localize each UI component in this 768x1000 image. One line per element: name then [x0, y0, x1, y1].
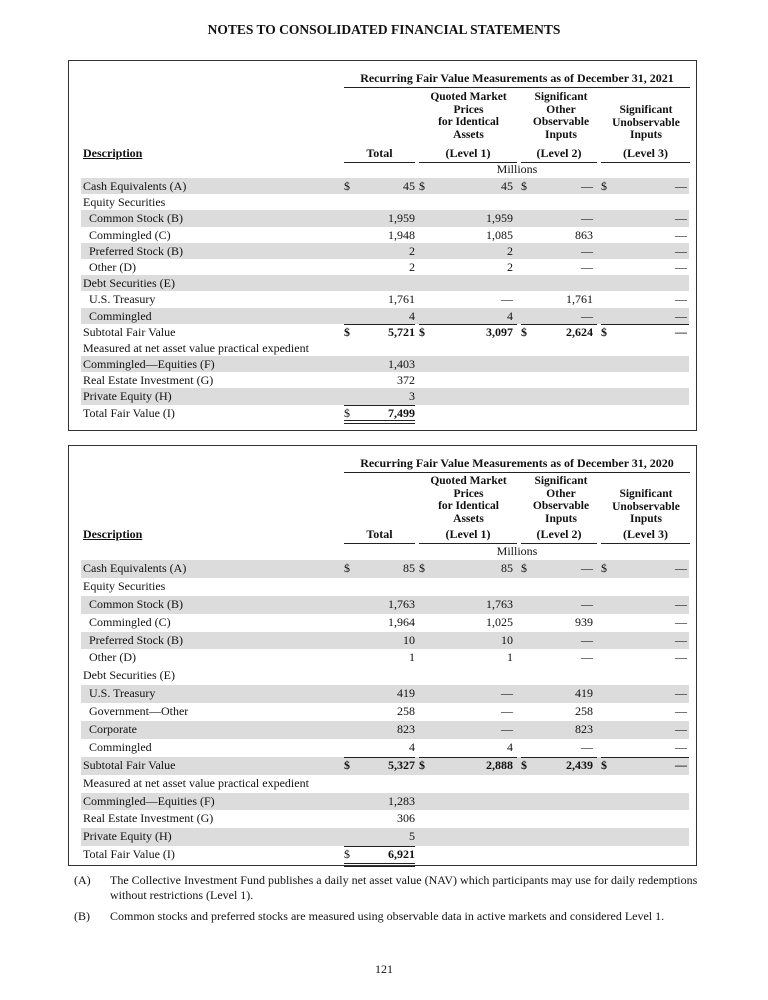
dollar-sign: $ — [521, 179, 527, 193]
row-label: Commingled (C) — [89, 227, 171, 242]
table-row — [81, 340, 689, 356]
cell-l1: 4 — [507, 308, 513, 323]
cell-l1: 1,959 — [486, 211, 513, 226]
total-header: Total — [344, 527, 415, 544]
subtotal-rule — [344, 757, 415, 758]
cell-total: 5 — [409, 829, 415, 844]
cell-l3: — — [675, 259, 687, 274]
cell-l3: — — [675, 722, 687, 737]
cell-l3: — — [675, 596, 687, 611]
dollar-sign: $ — [344, 847, 350, 862]
row-label: Real Estate Investment (G) — [83, 811, 214, 826]
cell-l3: — — [675, 614, 687, 629]
cell-total: 1 — [409, 650, 415, 665]
cell-total: 3 — [409, 389, 415, 404]
row-label: Preferred Stock (B) — [89, 243, 183, 258]
footnote-tag: (B) — [74, 909, 90, 923]
header-line: Observable — [532, 116, 590, 128]
cell-l1: 10 — [501, 632, 513, 647]
table-row — [81, 291, 689, 307]
row-label: Government—Other — [89, 704, 189, 719]
page-number: 121 — [375, 962, 393, 976]
cell-l3: — — [675, 227, 687, 242]
dollar-sign: $ — [521, 561, 527, 575]
header-line: Inputs — [545, 128, 577, 141]
table-row — [81, 775, 689, 793]
dollar-sign: $ — [344, 561, 350, 575]
cell-total: 10 — [403, 632, 415, 647]
level3-header — [601, 104, 691, 142]
dollar-sign: $ — [419, 324, 425, 339]
row-label: Other (D) — [89, 650, 136, 665]
cell-total: 1,283 — [388, 793, 415, 808]
row-label: Debt Securities (E) — [83, 668, 175, 683]
dollar-sign: $ — [419, 179, 425, 193]
table-row — [81, 739, 689, 757]
footnote-text: The Collective Investment Fund publishes a daily net asset value (NAV) which participants may use for daily redemptions without restrictions (Level 1). — [110, 873, 698, 902]
row-label: Cash Equivalents (A) — [83, 561, 187, 575]
cell-l2: — — [581, 259, 593, 274]
row-label: Private Equity (H) — [83, 829, 172, 844]
cell-total: 306 — [397, 811, 415, 826]
cell-l2: — — [581, 739, 593, 754]
cell-l2: — — [581, 211, 593, 226]
dollar-sign: $ — [419, 561, 425, 575]
footnote-text: Common stocks and preferred stocks are measured using observable data in active markets and considered Level 1. — [110, 909, 665, 923]
level3-label: (Level 3) — [601, 527, 690, 544]
row-label: Commingled — [89, 739, 152, 754]
cell-l1: 2 — [507, 259, 513, 274]
cell-l2: — — [581, 561, 593, 575]
header-line: Inputs — [630, 513, 662, 525]
cell-total: 1,948 — [388, 227, 415, 242]
cell-l1: 1 — [507, 650, 513, 665]
dollar-sign: $ — [419, 757, 425, 772]
cell-total: 1,761 — [388, 292, 415, 307]
table-row — [81, 227, 689, 243]
dollar-sign: $ — [601, 179, 607, 193]
header-line: Quoted Market — [430, 91, 507, 103]
table-title: Recurring Fair Value Measurements as of December 31, 2021 — [344, 71, 690, 88]
level1-label: (Level 1) — [419, 527, 517, 544]
level1-header — [416, 91, 521, 141]
cell-l2: 258 — [575, 704, 593, 719]
cell-l3: — — [675, 211, 687, 226]
table-row — [81, 308, 689, 324]
cell-l2: 863 — [575, 227, 593, 242]
cell-total: 1,763 — [388, 596, 415, 611]
table-row — [81, 560, 689, 578]
fair-value-table-2020 — [68, 445, 697, 866]
table-row — [81, 596, 689, 614]
cell-l2: 2,624 — [566, 324, 593, 339]
row-label: Other (D) — [89, 259, 136, 274]
cell-total: 372 — [397, 373, 415, 388]
dollar-sign: $ — [344, 179, 350, 193]
cell-l3: — — [675, 686, 687, 701]
row-label: Commingled—Equities (F) — [83, 357, 215, 372]
cell-l2: — — [581, 632, 593, 647]
cell-total: 5,721 — [388, 324, 415, 339]
table-row — [81, 243, 689, 259]
cell-total: 45 — [403, 179, 415, 193]
cell-l1: — — [501, 722, 513, 737]
units-label: Millions — [496, 162, 538, 176]
row-label: Total Fair Value (I) — [83, 847, 175, 862]
row-label: Measured at net asset value practical expedient — [83, 340, 309, 355]
row-label: Commingled (C) — [89, 614, 171, 629]
dollar-sign: $ — [344, 405, 350, 420]
cell-total: 85 — [403, 561, 415, 575]
total-top-rule — [344, 405, 415, 406]
level2-header — [521, 475, 601, 525]
cell-total: 2 — [409, 259, 415, 274]
header-line: for Identical — [438, 500, 499, 512]
total-top-rule — [344, 846, 415, 847]
cell-l3: — — [675, 632, 687, 647]
table-row — [81, 210, 689, 226]
cell-total: 419 — [397, 686, 415, 701]
table-row — [81, 275, 689, 291]
table-row — [81, 388, 689, 404]
cell-total: 823 — [397, 722, 415, 737]
cell-total: 4 — [409, 308, 415, 323]
footnotes — [74, 873, 714, 930]
cell-l2: 2,439 — [566, 757, 593, 772]
level3-header — [601, 488, 691, 526]
page-title: NOTES TO CONSOLIDATED FINANCIAL STATEMENTS — [207, 22, 561, 37]
cell-l1: 2 — [507, 243, 513, 258]
row-label: Measured at net asset value practical expedient — [83, 775, 309, 790]
cell-l1: — — [501, 704, 513, 719]
cell-l3: — — [675, 757, 687, 772]
description-header: Description — [83, 527, 143, 541]
row-label: Preferred Stock (B) — [89, 632, 183, 647]
cell-l2: — — [581, 243, 593, 258]
row-label: Corporate — [89, 722, 137, 737]
header-line: Other — [546, 103, 576, 116]
table-row — [81, 721, 689, 739]
header-line: Significant — [619, 104, 673, 116]
header-line: Inputs — [630, 129, 662, 141]
header-line: Prices — [453, 487, 484, 500]
cell-total: 1,403 — [388, 357, 415, 372]
header-line: Observable — [532, 500, 590, 512]
row-label: U.S. Treasury — [89, 292, 156, 307]
level1-label: (Level 1) — [419, 146, 517, 163]
subtotal-rule — [344, 324, 415, 325]
table-row — [81, 178, 689, 194]
row-label: Total Fair Value (I) — [83, 405, 175, 420]
row-label: Commingled—Equities (F) — [83, 793, 215, 808]
table-row — [81, 667, 689, 685]
table-row — [81, 194, 689, 210]
cell-l1: 85 — [501, 561, 513, 575]
table-row — [81, 259, 689, 275]
table-row — [81, 685, 689, 703]
level3-label: (Level 3) — [601, 146, 690, 163]
cell-total: 5,327 — [388, 757, 415, 772]
cell-total: 7,499 — [388, 405, 415, 420]
subtotal-rule — [419, 757, 517, 758]
cell-l2: — — [581, 308, 593, 323]
cell-l2: 419 — [575, 686, 593, 701]
table-row — [81, 757, 689, 775]
cell-l3: — — [675, 739, 687, 754]
cell-l2: 823 — [575, 722, 593, 737]
cell-l2: — — [581, 179, 593, 193]
table-row — [81, 614, 689, 632]
row-label: Debt Securities (E) — [83, 276, 175, 291]
level2-header — [521, 91, 601, 141]
cell-l3: — — [675, 308, 687, 323]
header-line: Quoted Market — [430, 475, 507, 487]
cell-l2: — — [581, 650, 593, 665]
header-line: Significant — [619, 488, 673, 500]
row-label: Equity Securities — [83, 195, 166, 210]
dollar-sign: $ — [601, 324, 607, 339]
cell-l1: 1,025 — [486, 614, 513, 629]
table-row — [81, 810, 689, 828]
row-label: Common Stock (B) — [89, 211, 184, 226]
header-line: Significant — [534, 475, 588, 487]
cell-l1: — — [501, 292, 513, 307]
table-row — [81, 846, 689, 864]
cell-total: 1,959 — [388, 211, 415, 226]
dollar-sign: $ — [521, 757, 527, 772]
header-line: Inputs — [545, 512, 577, 525]
table-row — [81, 578, 689, 596]
table-row — [81, 324, 689, 340]
row-label: U.S. Treasury — [89, 686, 156, 701]
cell-l3: — — [675, 324, 687, 339]
cell-l3: — — [675, 179, 687, 193]
cell-total: 1,964 — [388, 614, 415, 629]
row-label: Common Stock (B) — [89, 596, 184, 611]
row-label: Commingled — [89, 308, 152, 323]
header-line: Assets — [453, 128, 484, 141]
table-row — [81, 405, 689, 421]
cell-l1: 4 — [507, 739, 513, 754]
description-header: Description — [83, 146, 143, 160]
footnote-b — [74, 909, 714, 924]
table-row — [81, 356, 689, 372]
cell-l3: — — [675, 561, 687, 575]
table-row — [81, 828, 689, 846]
row-label: Subtotal Fair Value — [83, 324, 176, 339]
table-body — [81, 560, 689, 864]
header-line: Assets — [453, 512, 484, 525]
row-label: Private Equity (H) — [83, 389, 172, 404]
cell-total: 6,921 — [388, 847, 415, 862]
dollar-sign: $ — [344, 324, 350, 339]
header-line: Other — [546, 487, 576, 500]
dollar-sign: $ — [521, 324, 527, 339]
level1-header — [416, 475, 521, 525]
cell-total: 4 — [409, 739, 415, 754]
table-row — [81, 372, 689, 388]
cell-total: 2 — [409, 243, 415, 258]
cell-l3: — — [675, 243, 687, 258]
dollar-sign: $ — [601, 561, 607, 575]
cell-l3: — — [675, 292, 687, 307]
table-row — [81, 632, 689, 650]
subtotal-rule — [601, 757, 689, 758]
cell-l1: — — [501, 686, 513, 701]
subtotal-rule — [521, 757, 597, 758]
cell-l1: 1,085 — [486, 227, 513, 242]
cell-l1: 3,097 — [486, 324, 513, 339]
header-line: for Identical — [438, 116, 499, 128]
row-label: Subtotal Fair Value — [83, 757, 176, 772]
row-label: Cash Equivalents (A) — [83, 179, 187, 193]
level2-label: (Level 2) — [521, 146, 597, 163]
cell-l2: 1,761 — [566, 292, 593, 307]
units-label: Millions — [496, 544, 538, 558]
cell-l1: 45 — [501, 179, 513, 193]
header-line: Unobservable — [612, 500, 680, 513]
table-row — [81, 703, 689, 721]
subtotal-rule — [521, 324, 597, 325]
cell-l1: 1,763 — [486, 596, 513, 611]
header-line: Unobservable — [612, 116, 680, 129]
dollar-sign: $ — [601, 757, 607, 772]
total-double-rule — [344, 863, 415, 867]
footnote-tag: (A) — [74, 873, 91, 887]
table-body — [81, 178, 689, 421]
header-line: Significant — [534, 91, 588, 103]
row-label: Real Estate Investment (G) — [83, 373, 214, 388]
cell-l1: 2,888 — [486, 757, 513, 772]
cell-total: 258 — [397, 704, 415, 719]
subtotal-rule — [419, 324, 517, 325]
total-double-rule — [344, 420, 415, 424]
cell-l2: — — [581, 596, 593, 611]
row-label: Equity Securities — [83, 578, 166, 593]
cell-l3: — — [675, 704, 687, 719]
fair-value-table-2021 — [68, 60, 697, 431]
footnote-a — [74, 873, 714, 903]
level2-label: (Level 2) — [521, 527, 597, 544]
header-line: Prices — [453, 103, 484, 116]
cell-l2: 939 — [575, 614, 593, 629]
subtotal-rule — [601, 324, 689, 325]
table-title: Recurring Fair Value Measurements as of December 31, 2020 — [344, 456, 690, 473]
dollar-sign: $ — [344, 757, 350, 772]
cell-l3: — — [675, 650, 687, 665]
table-row — [81, 649, 689, 667]
table-row — [81, 793, 689, 811]
total-header: Total — [344, 146, 415, 163]
